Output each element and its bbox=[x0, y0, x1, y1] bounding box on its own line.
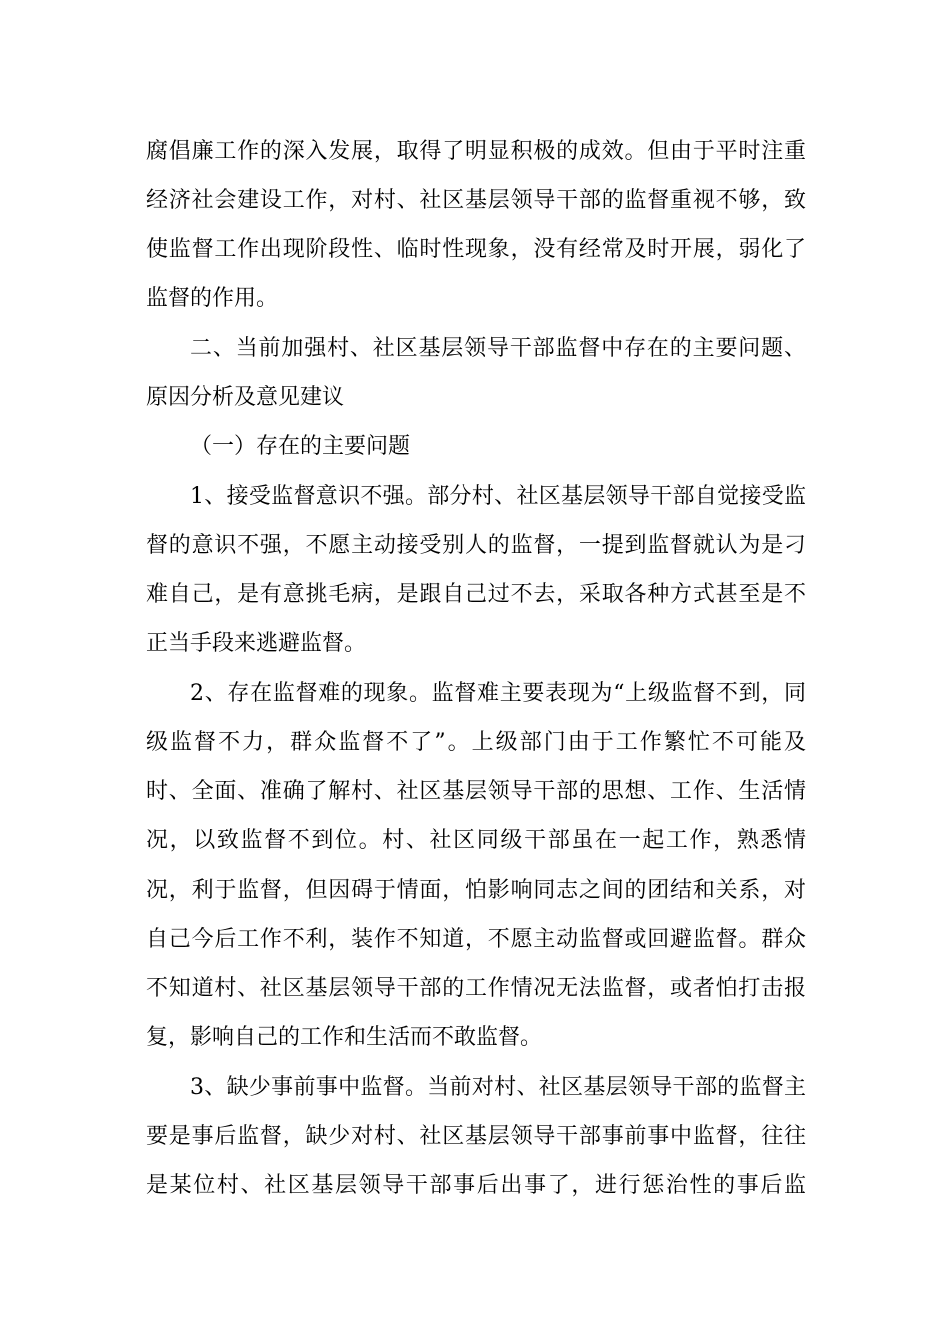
paragraph-line: 不知道村、社区基层领导干部的工作情况无法监督，或者怕打击报 bbox=[146, 976, 806, 1001]
paragraph-line: 况，利于监督，但因碍于情面，怕影响同志之间的团结和关系，对 bbox=[146, 878, 806, 903]
section-heading-line: 二、当前加强村、社区基层领导干部监督中存在的主要问题、 bbox=[190, 336, 806, 361]
paragraph-line: 复，影响自己的工作和生活而不敢监督。 bbox=[146, 1025, 543, 1050]
paragraph-line: 3、缺少事前事中监督。当前对村、社区基层领导干部的监督主 bbox=[190, 1075, 806, 1100]
paragraph-line: 督的意识不强，不愿主动接受别人的监督，一提到监督就认为是刁 bbox=[146, 533, 806, 558]
paragraph-line: 2、存在监督难的现象。监督难主要表现为“上级监督不到，同 bbox=[190, 681, 806, 706]
paragraph-line: 使监督工作出现阶段性、临时性现象，没有经常及时开展，弱化了 bbox=[146, 237, 806, 262]
paragraph-line: 经济社会建设工作，对村、社区基层领导干部的监督重视不够，致 bbox=[146, 188, 806, 213]
paragraph-line: 要是事后监督，缺少对村、社区基层领导干部事前事中监督，往往 bbox=[146, 1124, 806, 1149]
paragraph-line: 级监督不力，群众监督不了”。上级部门由于工作繁忙不可能及 bbox=[146, 730, 806, 755]
paragraph-line: 监督的作用。 bbox=[146, 286, 279, 311]
paragraph-line: 1、接受监督意识不强。部分村、社区基层领导干部自觉接受监 bbox=[190, 484, 806, 509]
paragraph-line: 难自己，是有意挑毛病，是跟自己过不去，采取各种方式甚至是不 bbox=[146, 582, 806, 607]
subsection-heading: （一）存在的主要问题 bbox=[190, 434, 411, 459]
paragraph-line: 时、全面、准确了解村、社区基层领导干部的思想、工作、生活情 bbox=[146, 779, 806, 804]
paragraph-line: 自己今后工作不利，装作不知道，不愿主动监督或回避监督。群众 bbox=[146, 927, 806, 952]
paragraph-line: 腐倡廉工作的深入发展，取得了明显积极的成效。但由于平时注重 bbox=[146, 139, 806, 164]
paragraph-line: 正当手段来逃避监督。 bbox=[146, 631, 367, 656]
section-heading-line: 原因分析及意见建议 bbox=[146, 385, 345, 410]
paragraph-line: 是某位村、社区基层领导干部事后出事了，进行惩治性的事后监 bbox=[146, 1173, 806, 1198]
paragraph-line: 况，以致监督不到位。村、社区同级干部虽在一起工作，熟悉情 bbox=[146, 828, 806, 853]
